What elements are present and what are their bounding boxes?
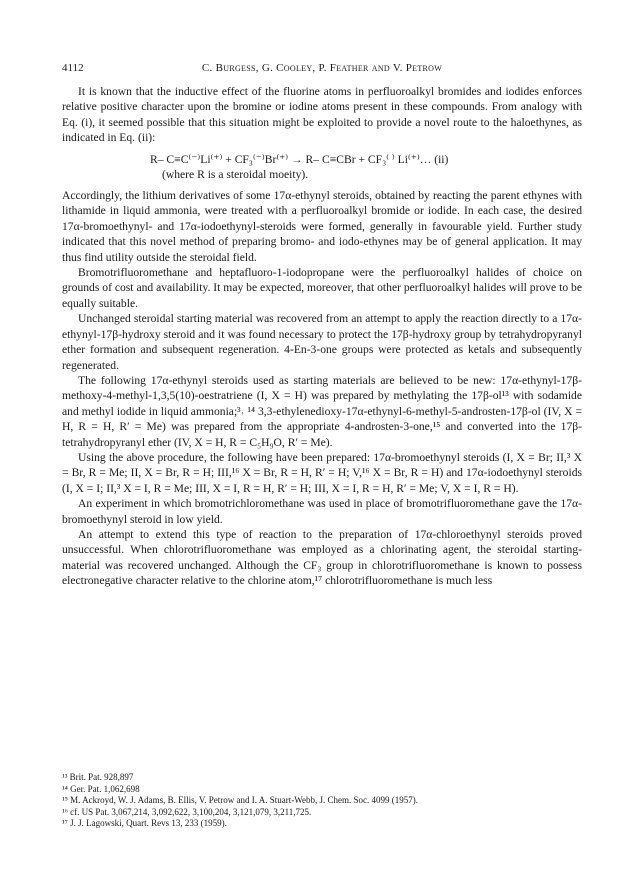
paragraph-4: Unchanged steroidal starting material was recovered from an attempt to apply the reaction directly to a 17α-ethynyl-17β-hydroxy steroid and it was found necessary to protect the 17β-hydroxy group by tetrahydropyranyl ether formation and subsequent regeneration. 4-En-3-one groups were protected as ketals and subsequently regenerated. bbox=[62, 312, 582, 372]
body-text bbox=[62, 84, 582, 589]
paragraph-3: Bromotrifluoromethane and heptafluoro-1-iodopropane were the perfluoroalkyl halides of choice on grounds of cost and availability. It may be expected, moreover, that other perfluoroalkyl halides will prove to be equally suitable. bbox=[62, 266, 582, 310]
footnote-16: ¹⁶ cf. US Pat. 3,067,214, 3,092,622, 3,100,204, 3,121,079, 3,211,725. bbox=[62, 806, 312, 817]
page-number: 4112 bbox=[62, 62, 84, 74]
footnote-15: ¹⁵ M. Ackroyd, W. J. Adams, B. Ellis, V. Petrow and I. A. Stuart-Webb, J. Chem. Soc. 4099 (1957). bbox=[62, 795, 419, 806]
footnotes bbox=[62, 772, 582, 830]
equation-note: (where R is a steroidal moeity). bbox=[162, 167, 309, 181]
paragraph-1: It is known that the inductive effect of the fluorine atoms in perfluoroalkyl bromides and iodides enforces relative positive character upon the bromine or iodine atoms present in these compounds. From analogy with Eq. (i), it seemed possible that this situation might be exploited to provide a novel route to the haloethynes, as indicated in Eq. (ii): bbox=[62, 85, 582, 145]
paragraph-8: An attempt to extend this type of reaction to the preparation of 17α-chloroethynyl steroids proved unsuccessful. When chlorotrifluoromethane was employed as a chlorinating agent, the steroidal starting-material was recovered unchanged. Although the CF₃ group in chlorotrifluoromethane is known to possess electronegative character relative to the chlorine atom,¹⁷ chlorotrifluoromethane is much less bbox=[62, 527, 582, 588]
running-head bbox=[62, 60, 582, 76]
paragraph-7: An experiment in which bromotrichloromethane was used in place of bromotrifluoromethane gave the 17α-bromoethynyl steroid in low yield. bbox=[62, 497, 582, 526]
footnote-17: ¹⁷ J. J. Lagowski, Quart. Revs 13, 233 (1959). bbox=[62, 818, 227, 829]
running-head-authors: C. Burgess, G. Cooley, P. Feather and V. Petrow bbox=[201, 62, 443, 74]
paragraph-5: The following 17α-ethynyl steroids used as starting materials are believed to be new: 17α-ethynyl-17β-methoxy-4-methyl-1,3,5(10)-oestratriene (I, X = H) was prepared by methylating the 17β-ol¹³ with sodamide and methyl iodide in liquid ammonia;³˒ ¹⁴ 3,3-ethylenedioxy-17α-ethynyl-6-methyl-5-androsten-17β-ol (IV, X = H, R = H, R′ = Me) was prepared from the appropriate 4-androsten-3-one,¹⁵ and converted into the 17β-tetrahydropyranyl ether (IV, X = H, R = C₅H₉O, R′ = Me). bbox=[62, 373, 582, 449]
footnote-13: ¹³ Brit. Pat. 928,897 bbox=[62, 772, 134, 782]
equation-ii: R– C≡C⁽⁻⁾Li⁽⁺⁾ + CF₃⁽⁻⁾Br⁽⁺⁾ → R– C≡CBr + CF₃⁽ ⁾ Li⁽⁺⁾… (ii) bbox=[150, 152, 449, 166]
paragraph-2: Accordingly, the lithium derivatives of some 17α-ethynyl steroids, obtained by reacting the parent ethynes with lithamide in liquid ammonia, were treated with a perfluoroalkyl bromide or iodide. In each case, the desired 17α-bromoethynyl- and 17α-iodoethynyl-steroids were formed, generally in favourable yield. Further study indicated that this novel method of preparing bromo- and iodo-ethynes may be of general application. It may thus find utility outside the steroidal field. bbox=[62, 189, 582, 264]
paragraph-6: Using the above procedure, the following have been prepared: 17α-bromoethynyl steroids (I, X = Br; II,³ X = Br, R = Me; II, X = Br, R = H; III,¹⁶ X = Br, R = H, R′ = H; V,¹⁶ X = Br, R = H) and 17α-iodoethynyl steroids (I, X = I; II,³ X = I, R = Me; III, X = I, R = H, R′ = H; III, X = I, R = H, R′ = Me; V, X = I, R = H). bbox=[62, 450, 582, 495]
footnote-14: ¹⁴ Ger. Pat. 1,062,698 bbox=[62, 783, 140, 794]
